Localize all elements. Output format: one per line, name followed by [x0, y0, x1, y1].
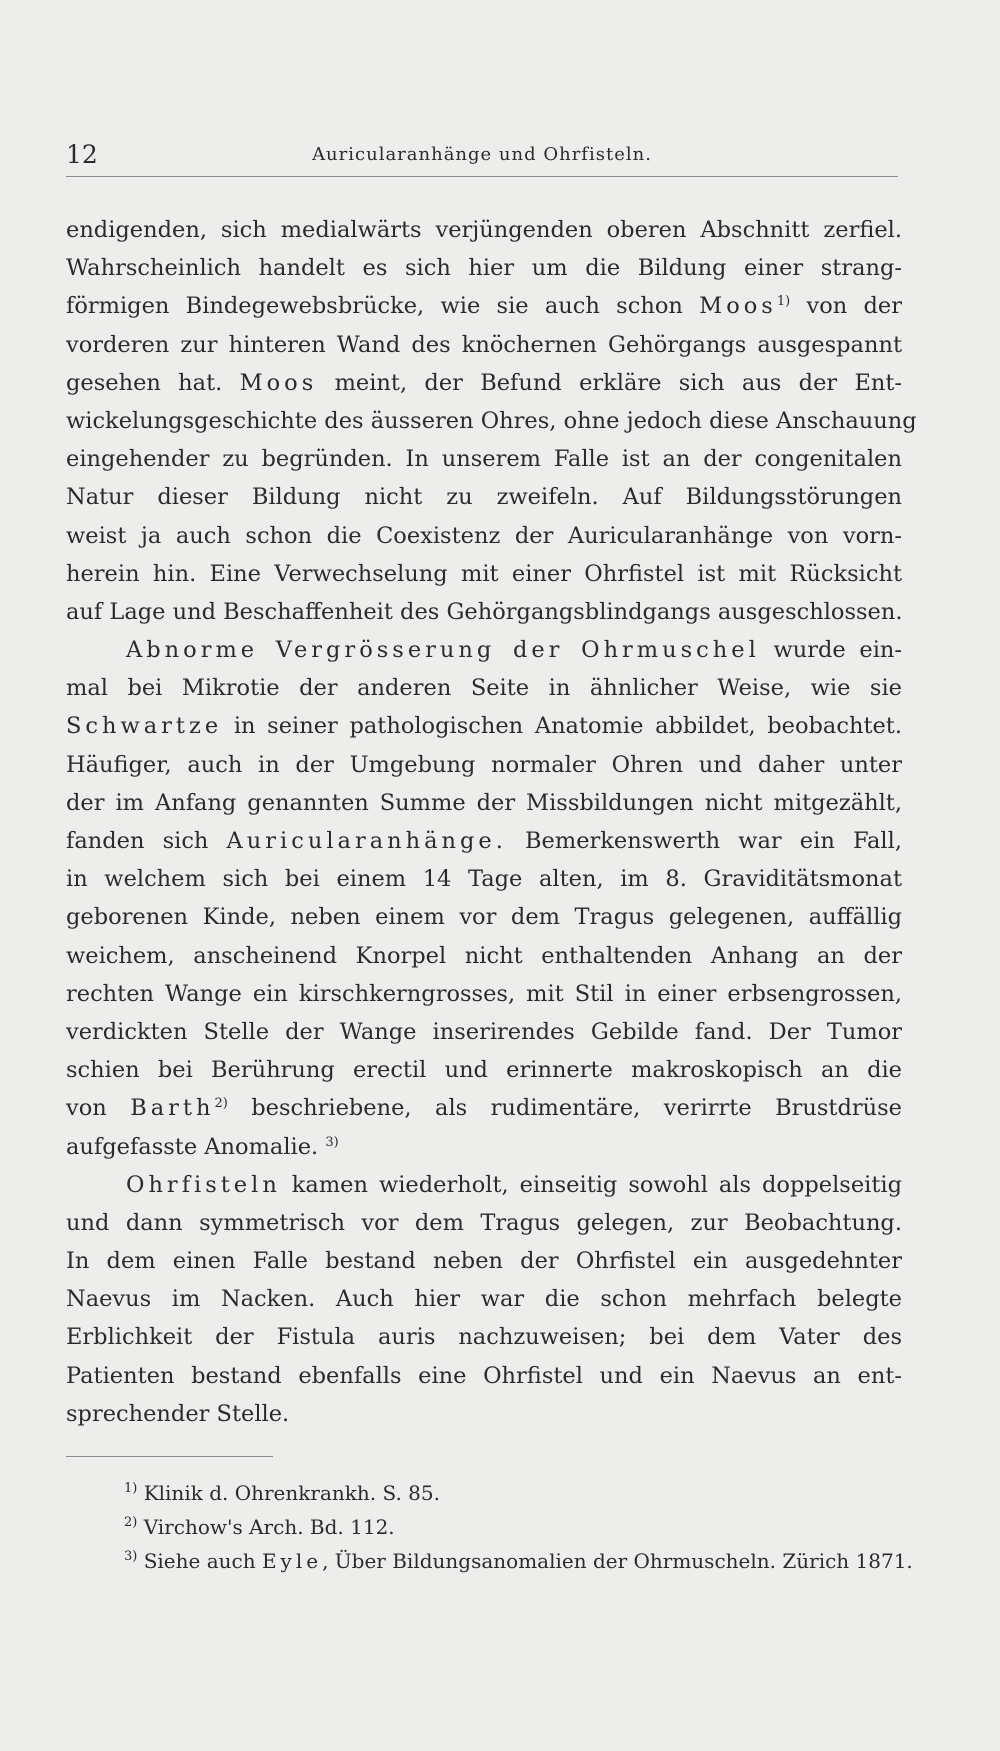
spaced-name: Barth: [130, 1095, 215, 1122]
text-run: Häufiger, auch in der Umgebung normaler Ohren und daher unter: [66, 751, 902, 778]
text-run: geborenen Kinde, neben einem vor dem Tragus gelegenen, auffällig: [66, 904, 902, 931]
text-run: in seiner pathologischen Anatomie abbildet, beobachtet.: [222, 713, 902, 740]
body-text: [66, 211, 917, 1433]
spaced-name: Eyle: [261, 1549, 323, 1573]
text-line: [66, 364, 902, 402]
text-run: endigenden, sich medialwärts verjüngenden oberen Abschnitt zerfiel.: [66, 217, 902, 243]
text-run: beschriebene, als rudimentäre, verirrte Brustdrüse: [227, 1095, 902, 1122]
text-run: , Über Bildungsanomalien der Ohrmuscheln. Zürich 1871.: [322, 1549, 913, 1573]
footnote-ref: 1): [776, 294, 791, 310]
text-line: [66, 402, 917, 440]
text-run: Wahrscheinlich handelt es sich hier um die Bildung einer strang-: [66, 255, 902, 282]
text-line: [66, 707, 902, 745]
text-line: [66, 517, 902, 555]
text-line: [66, 478, 902, 516]
text-run: eingehender zu begründen. In unserem Falle ist an der congenitalen: [66, 446, 902, 473]
text-line: [66, 555, 902, 593]
spaced-name: Ohrfisteln: [126, 1171, 281, 1198]
text-line: [66, 1166, 902, 1204]
text-line: [66, 1357, 902, 1395]
text-line: [66, 975, 902, 1013]
page-header: [66, 140, 898, 177]
running-title: Auricularanhänge und Ohrfisteln.: [312, 144, 652, 165]
text-line: [66, 1395, 902, 1433]
paragraph: [66, 631, 902, 1166]
text-run: Virchow's Arch. Bd. 112.: [137, 1515, 395, 1539]
text-line: [66, 1089, 902, 1127]
footnote: [124, 1476, 904, 1510]
footnote: [124, 1544, 913, 1578]
text-run: Natur dieser Bildung nicht zu zweifeln. Auf Bildungsstörungen: [66, 484, 902, 511]
text-run: wickelungsgeschichte des äusseren Ohres, ohne jedoch diese Anschauung: [66, 407, 917, 434]
text-run: Naevus im Nacken. Auch hier war die schon mehrfach belegte: [66, 1286, 902, 1313]
text-run: in welchem sich bei einem 14 Tage alten, im 8. Graviditätsmonat: [66, 866, 902, 893]
footnote-ref: 2): [124, 1515, 138, 1530]
paragraph: [66, 1166, 902, 1433]
text-run: herein hin. Eine Verwechselung mit einer Ohrfistel ist mit Rücksicht: [66, 560, 902, 587]
text-run: sprechender Stelle.: [66, 1400, 290, 1427]
text-line: [66, 211, 902, 249]
page-number: 12: [66, 140, 98, 169]
text-line: [66, 860, 902, 898]
footnote-ref: 3): [124, 1549, 138, 1564]
text-line: [66, 631, 902, 669]
text-line: [66, 249, 902, 287]
text-line: [66, 746, 902, 784]
text-run: weist ja auch schon die Coexistenz der Auricularanhänge von vorn-: [66, 522, 902, 549]
footnote-rule: [66, 1456, 273, 1457]
text-line: [66, 287, 902, 325]
text-run: Klinik d. Ohrenkrankh. S. 85.: [137, 1481, 440, 1505]
text-run: Siehe auch: [137, 1549, 262, 1573]
text-line: [66, 440, 902, 478]
text-line: [66, 1013, 902, 1051]
text-run: wurde ein-: [759, 637, 902, 664]
text-run: kamen wiederholt, einseitig sowohl als doppelseitig: [280, 1171, 902, 1198]
text-line: [66, 326, 902, 364]
text-line: [66, 1051, 902, 1089]
text-line: [66, 784, 902, 822]
text-run: auf Lage und Beschaffenheit des Gehörgangsblindgangs ausgeschlossen.: [66, 598, 903, 625]
footnote-ref: 2): [214, 1096, 228, 1112]
text-run: förmigen Bindegewebsbrücke, wie sie auch schon: [66, 293, 700, 320]
text-run: aufgefasste Anomalie.: [66, 1133, 326, 1160]
text-run: gesehen hat.: [66, 369, 240, 396]
text-run: In dem einen Falle bestand neben der Ohrfistel ein ausgedehnter: [66, 1248, 902, 1275]
text-run: Patienten bestand ebenfalls eine Ohrfistel und ein Naevus an ent-: [66, 1362, 902, 1389]
text-line: [66, 898, 902, 936]
text-run: mal bei Mikrotie der anderen Seite in ähnlicher Weise, wie sie: [66, 675, 902, 702]
text-run: weichem, anscheinend Knorpel nicht enthaltenden Anhang an der: [66, 942, 902, 969]
text-line: [66, 1318, 902, 1356]
text-run: und dann symmetrisch vor dem Tragus gelegen, zur Beobachtung.: [66, 1209, 902, 1236]
text-line: [66, 1280, 902, 1318]
footnote: [124, 1510, 904, 1544]
paragraph: [66, 211, 917, 631]
text-run: schien bei Berührung erectil und erinnerte makroskopisch an die: [66, 1057, 902, 1084]
text-run: verdickten Stelle der Wange inserirendes Gebilde fand. Der Tumor: [66, 1018, 902, 1045]
spaced-name: Moos: [239, 369, 318, 396]
text-run: fanden sich: [66, 828, 227, 854]
text-line: [66, 1128, 902, 1166]
spaced-name: Auricularanhänge.: [226, 828, 507, 854]
footnote-ref: 3): [325, 1134, 339, 1150]
text-line: [66, 1204, 902, 1242]
text-line: [66, 937, 902, 975]
text-run: meint, der Befund erkläre sich aus der Ent-: [317, 369, 902, 396]
spaced-name: Moos: [699, 293, 777, 320]
spaced-name: Abnorme Vergrösserung der Ohrmuschel: [126, 637, 760, 664]
text-run: der im Anfang genannten Summe der Missbildungen nicht mitgezählt,: [66, 789, 902, 816]
text-run: Bemerkenswerth war ein Fall,: [506, 828, 902, 854]
text-run: von: [66, 1095, 131, 1122]
text-run: vorderen zur hinteren Wand des knöchernen Gehörgangs ausgespannt: [66, 331, 902, 358]
text-run: rechten Wange ein kirschkerngrosses, mit Stil in einer erbsengrossen,: [66, 980, 902, 1007]
text-line: [66, 669, 902, 707]
footnotes: [124, 1476, 913, 1578]
footnote-ref: 1): [124, 1481, 138, 1496]
spaced-name: Schwartze: [66, 713, 223, 740]
text-line: [66, 1242, 902, 1280]
text-line: [66, 822, 902, 860]
text-run: von der: [790, 293, 902, 320]
text-run: Erblichkeit der Fistula auris nachzuweisen; bei dem Vater des: [66, 1324, 902, 1351]
text-line: [66, 593, 902, 631]
